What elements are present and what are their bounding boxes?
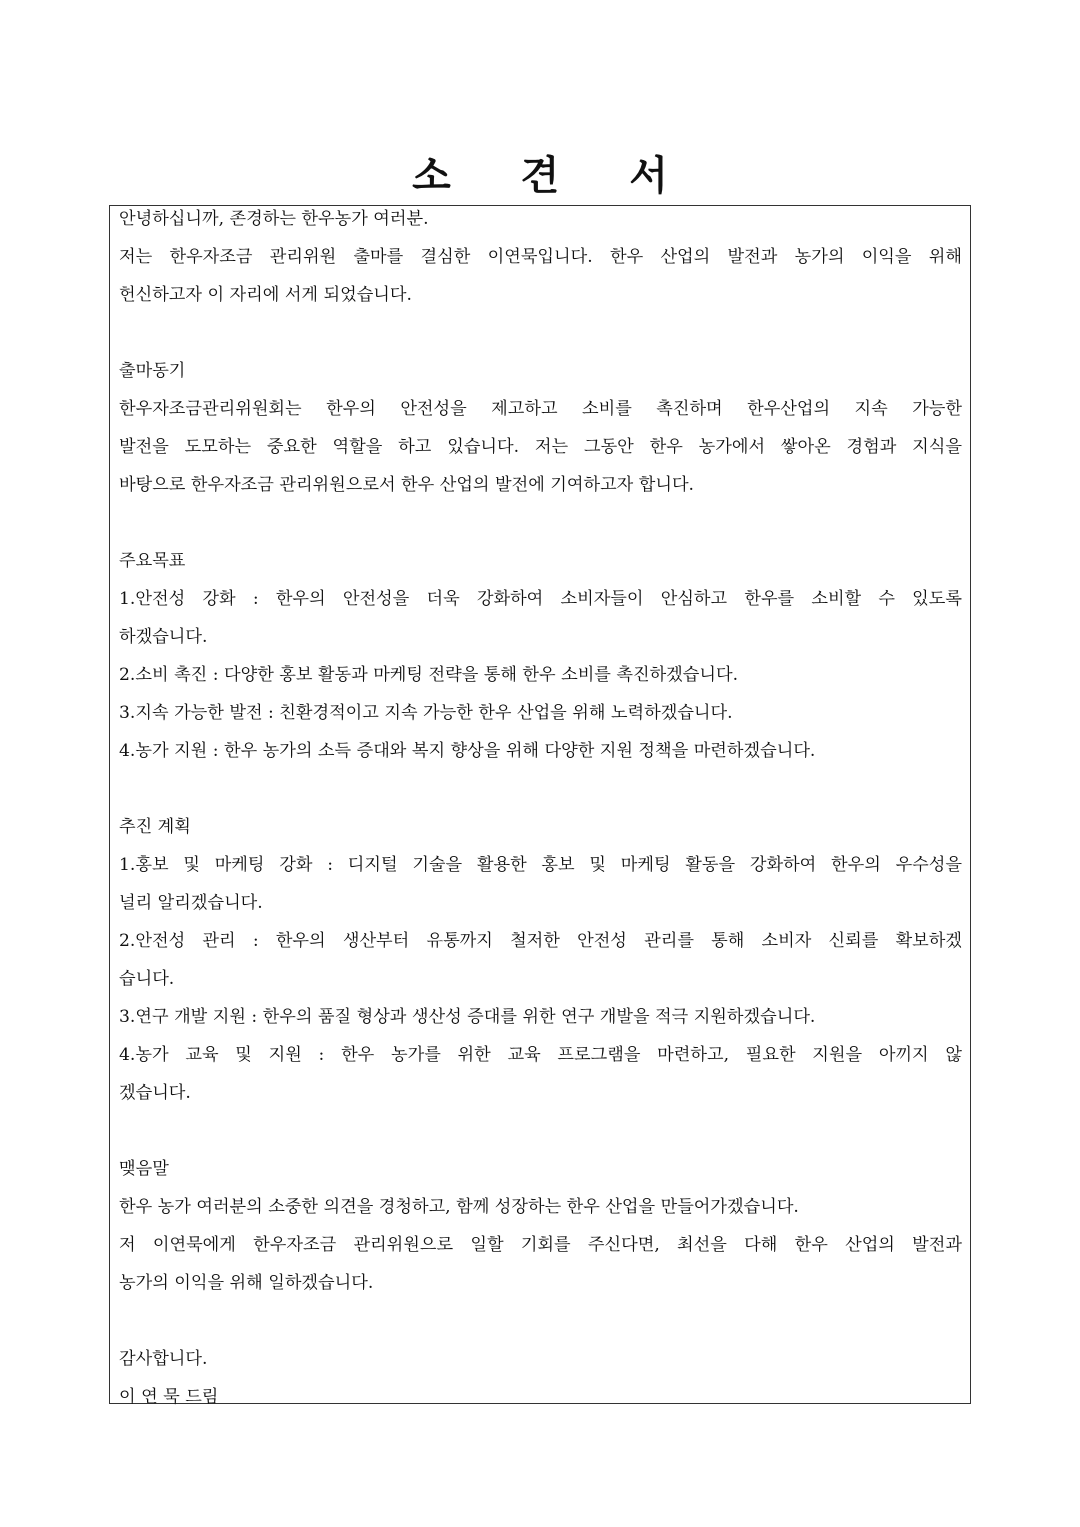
- plan-line: 1.홍보 및 마케팅 강화 : 디지털 기술을 활용한 홍보 및 마케팅 활동을 강화하여 한우의 우수성을: [119, 855, 962, 875]
- intro-line: 헌신하고자 이 자리에 서게 되었습니다.: [119, 285, 412, 305]
- intro-line: 저는 한우자조금 관리위원 출마를 결심한 이연묵입니다. 한우 산업의 발전과 농가의 이익을 위해: [119, 247, 962, 267]
- plan-line: 4.농가 교육 및 지원 : 한우 농가를 위한 교육 프로그램을 마련하고, 필요한 지원을 아끼지 않: [119, 1045, 962, 1065]
- spacer: [119, 1118, 962, 1156]
- goal-line: 1.안전성 강화 : 한우의 안전성을 더욱 강화하여 소비자들이 안심하고 한우를 소비할 수 있도록: [119, 589, 962, 609]
- motivation-line: 한우자조금관리위원회는 한우의 안전성을 제고하고 소비를 촉진하며 한우산업의 지속 가능한: [119, 399, 962, 419]
- plan-line: 3.연구 개발 지원 : 한우의 품질 형상과 생산성 증대를 위한 연구 개발을 적극 지원하겠습니다.: [119, 1007, 816, 1027]
- signature: 이 연 묵 드림: [119, 1387, 219, 1407]
- section-heading-goals: 주요목표: [119, 551, 186, 571]
- motivation-line: 바탕으로 한우자조금 관리위원으로서 한우 산업의 발전에 기여하고자 합니다.: [119, 475, 695, 495]
- section-heading-motivation: 출마동기: [119, 361, 186, 381]
- spacer: [119, 510, 962, 548]
- greeting-line: 안녕하십니까, 존경하는 한우농가 여러분.: [119, 209, 429, 229]
- section-heading-plans: 추진 계획: [119, 817, 191, 837]
- plan-line: 습니다.: [119, 969, 175, 989]
- document-title: 소 견 서: [412, 152, 696, 199]
- statement-box: [109, 205, 971, 1407]
- plan-line: 겠습니다.: [119, 1083, 191, 1103]
- goal-line: 2.소비 촉진 : 다양한 홍보 활동과 마케팅 전략을 통해 한우 소비를 촉진하겠습니다.: [119, 665, 739, 685]
- plan-line: 널리 알리겠습니다.: [119, 893, 263, 913]
- closing-line: 한우 농가 여러분의 소중한 의견을 경청하고, 함께 성장하는 한우 산업을 만들어가겠습니다.: [119, 1197, 799, 1217]
- spacer: [119, 320, 962, 358]
- plan-line: 2.안전성 관리 : 한우의 생산부터 유통까지 철저한 안전성 관리를 통해 소비자 신뢰를 확보하겠: [119, 931, 962, 951]
- goal-line: 하겠습니다.: [119, 627, 208, 647]
- spacer: [119, 1308, 962, 1346]
- spacer: [119, 776, 962, 814]
- section-heading-closing: 맺음말: [119, 1159, 169, 1179]
- motivation-line: 발전을 도모하는 중요한 역할을 하고 있습니다. 저는 그동안 한우 농가에서 쌓아온 경험과 지식을: [119, 437, 962, 457]
- closing-line: 농가의 이익을 위해 일하겠습니다.: [119, 1273, 374, 1293]
- goal-line: 3.지속 가능한 발전 : 친환경적이고 지속 가능한 한우 산업을 위해 노력하겠습니다.: [119, 703, 733, 723]
- thanks-text: 감사합니다.: [119, 1349, 208, 1369]
- goal-line: 4.농가 지원 : 한우 농가의 소득 증대와 복지 향상을 위해 다양한 지원 정책을 마련하겠습니다.: [119, 741, 816, 761]
- closing-line: 저 이연묵에게 한우자조금 관리위원으로 일할 기회를 주신다면, 최선을 다해 한우 산업의 발전과: [119, 1235, 962, 1255]
